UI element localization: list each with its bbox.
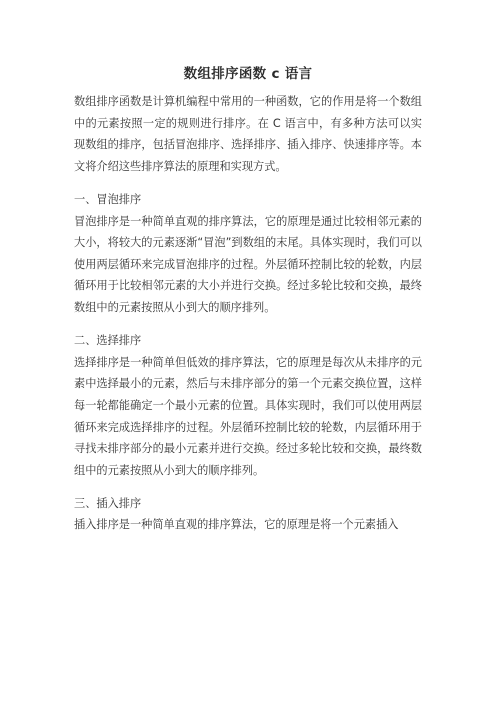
spacer — [74, 481, 422, 493]
document-title: 数组排序函数 c 语言 — [183, 66, 313, 82]
document-content — [74, 91, 422, 536]
section-heading-bubble-sort: 一、冒泡排序 — [74, 192, 142, 206]
spacer — [74, 177, 422, 189]
spacer — [74, 319, 422, 331]
section-heading-insertion-sort: 三、插入排序 — [74, 496, 142, 510]
section-body-selection-sort: 选择排序是一种简单但低效的排序算法，它的原理是每次从未排序的元素中选择最小的元素，然后与未排序部分的第一个元素交换位置，这样每一轮都能确定一个最小元素的位置。具体实现时，我们可以使用两层循环来完成选择排序的过程。外层循环控制比较的轮数，内层循环用于寻找未排序部分的最小元素并进行交换。经过多轮比较和交换，最终数组中的元素按照从小到大的顺序排列。 — [74, 355, 422, 477]
section-heading-selection-sort: 二、选择排序 — [74, 334, 142, 348]
intro-paragraph: 数组排序函数是计算机编程中常用的一种函数，它的作用是将一个数组中的元素按照一定的规则进行排序。在 C 语言中，有多种方法可以实现数组的排序，包括冒泡排序、选择排序、插入排序、快速排序等。本文将介绍这些排序算法的原理和实现方式。 — [74, 95, 422, 173]
section-body-bubble-sort: 冒泡排序是一种简单直观的排序算法，它的原理是通过比较相邻元素的大小，将较大的元素逐渐“冒泡”到数组的末尾。具体实现时，我们可以使用两层循环来完成冒泡排序的过程。外层循环控制比较的轮数，内层循环用于比较相邻元素的大小并进行交换。经过多轮比较和交换，最终数组中的元素按照从小到大的顺序排列。 — [74, 214, 422, 314]
section-body-insertion-sort: 插入排序是一种简单直观的排序算法，它的原理是将一个元素插入 — [74, 518, 399, 532]
